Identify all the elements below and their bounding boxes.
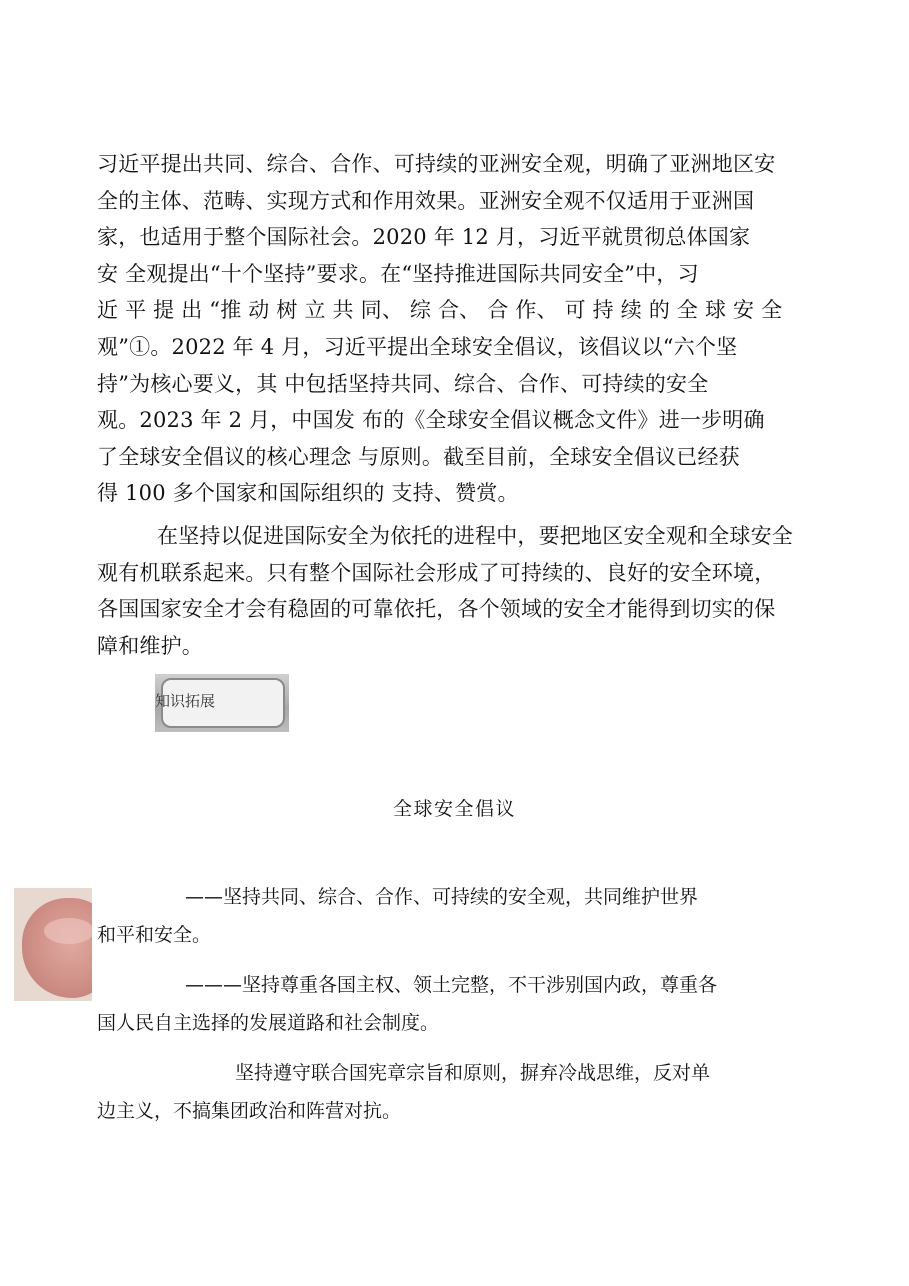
finger-highlight	[44, 918, 92, 944]
knowledge-box-label: 知识拓展	[155, 692, 216, 710]
text-line: 边主义，不搞集团政治和阵营对抗。	[97, 1100, 402, 1122]
text-line: ———坚持尊重各国主权、领土完整，不干涉别国内政，尊重各	[185, 974, 718, 996]
text-line: 家，也适用于整个国际社会。2020 年 12 月，习近平就贯彻总体国家	[97, 225, 751, 250]
text-line: 得 100 多个国家和国际组织的 支持、赞赏。	[97, 481, 519, 506]
text-line: 障和维护。	[97, 633, 203, 658]
text-line: 坚持遵守联合国宪章宗旨和原则，摒弃冷战思维，反对单	[235, 1062, 711, 1084]
text-line: 观有机联系起来。只有整个国际社会形成了可持续的、良好的安全环境，	[97, 560, 776, 585]
section-title: 全球安全倡议	[392, 798, 516, 820]
initiative-item-3	[97, 1054, 797, 1130]
finger-tip	[22, 898, 92, 998]
text-line: 全的主体、范畴、实现方式和作用效果。亚洲安全观不仅适用于亚洲国	[97, 188, 755, 213]
initiative-item-2	[97, 966, 797, 1042]
text-line: 安 全观提出“十个坚持”要求。在“坚持推进国际共同安全”中，习	[97, 261, 699, 286]
text-line: 了全球安全倡议的核心理念 与原则。截至目前，全球安全倡议已经获	[97, 444, 740, 469]
text-line: 近 平 提 出 “推 动 树 立 共 同、 综 合、 合 作、 可 持 续 的 全 球 安 全	[97, 298, 783, 323]
text-line: 习近平提出共同、综合、合作、可持续的亚洲安全观，明确了亚洲地区安	[97, 152, 776, 176]
paragraph-2	[97, 518, 827, 664]
text-line: 和平和安全。	[97, 924, 212, 946]
text-line: 国人民自主选择的发展道路和社会制度。	[97, 1012, 440, 1034]
text-line: 持”为核心要义，其 中包括坚持共同、综合、合作、可持续的安全	[97, 371, 709, 396]
knowledge-extension-box	[155, 674, 289, 732]
text-line: 在坚持以促进国际安全为依托的进程中，要把地区安全观和全球安全	[157, 524, 793, 548]
text-line: 观。2023 年 2 月，中国发 布的《全球安全倡议概念文件》进一步明确	[97, 408, 765, 433]
text-line: 各国国家安全才会有稳固的可靠依托，各个领域的安全才能得到切实的保	[97, 597, 776, 622]
initiative-item-1	[97, 878, 797, 954]
paragraph-1	[97, 146, 817, 512]
text-line: ——坚持共同、综合、合作、可持续的安全观，共同维护世界	[185, 886, 699, 908]
text-line: 观”①。2022 年 4 月，习近平提出全球安全倡议，该倡议以“六个坚	[97, 334, 738, 359]
finger-image	[14, 888, 92, 1001]
